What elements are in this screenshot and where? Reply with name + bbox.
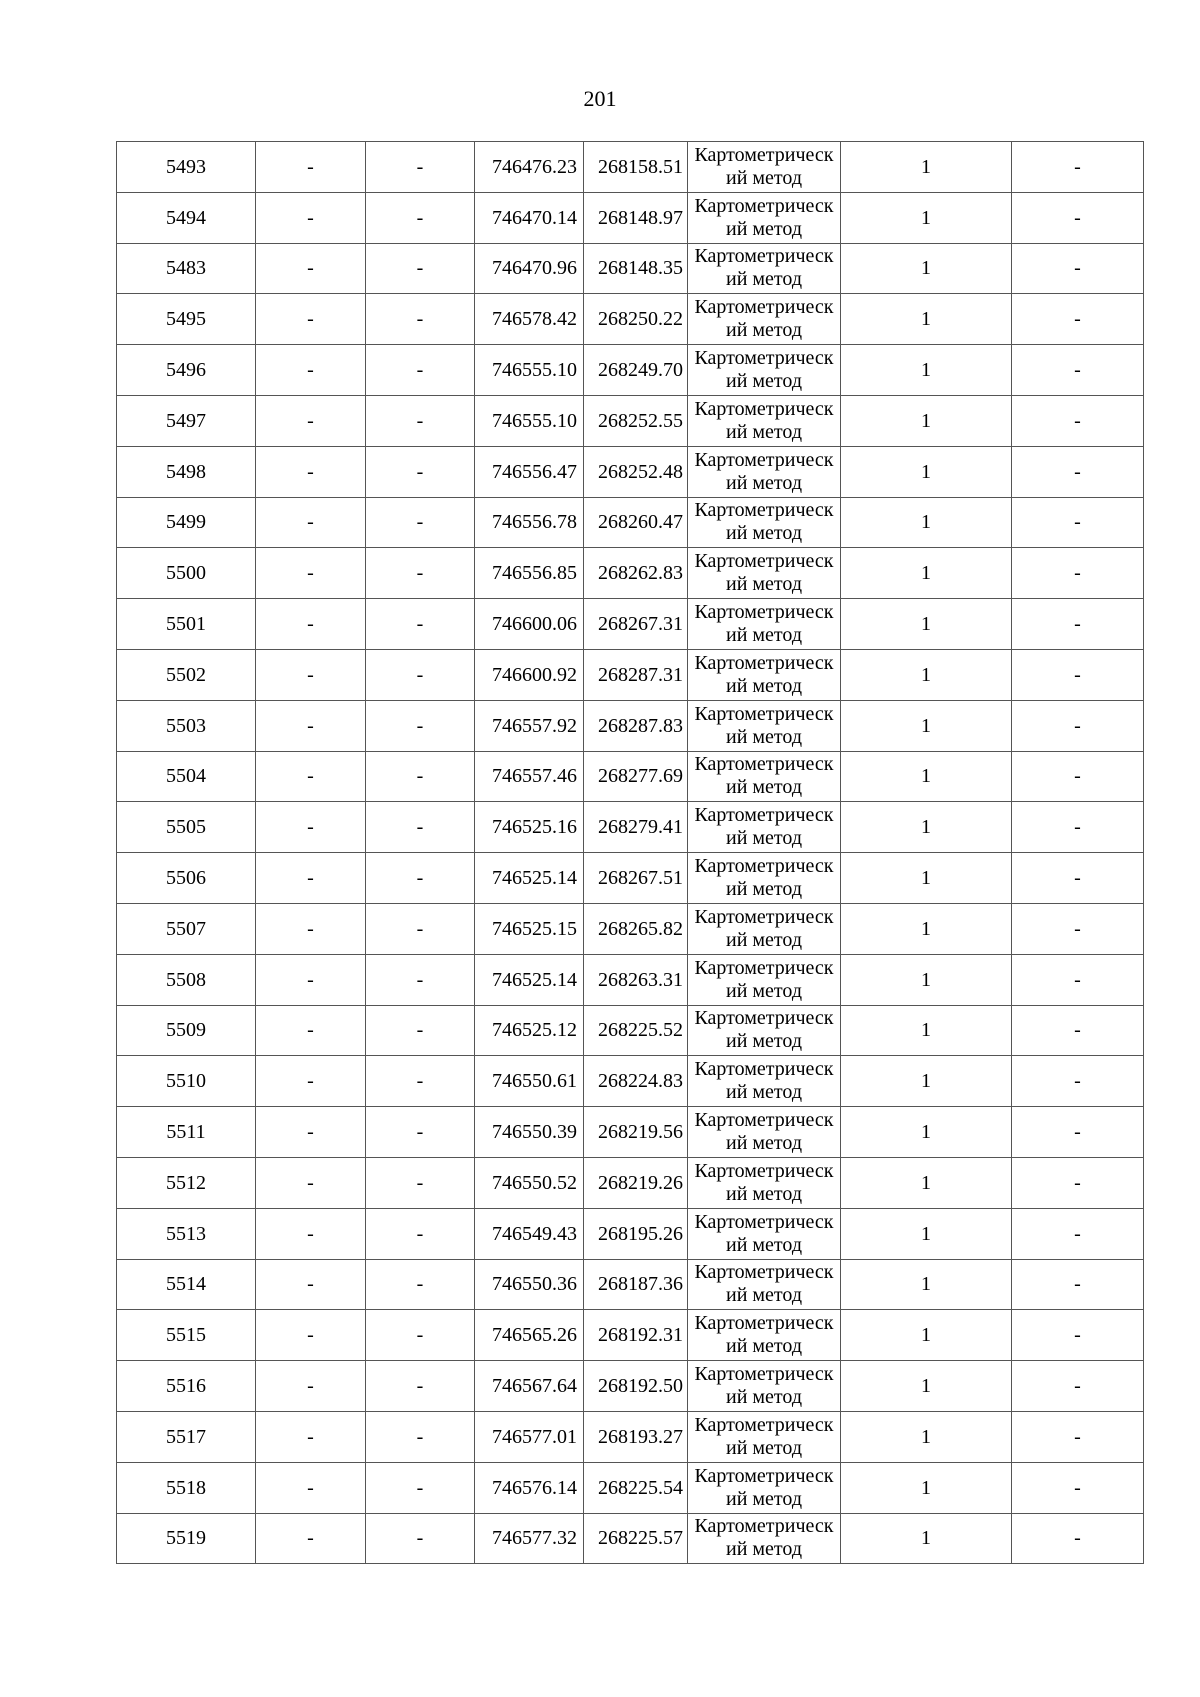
table-row: [117, 1157, 1144, 1208]
count-cell: 1: [841, 802, 1012, 853]
x-coordinate-cell: 746600.06: [475, 599, 584, 650]
column-3-cell: -: [366, 345, 475, 396]
table-row: [117, 1056, 1144, 1107]
table-row: [117, 1005, 1144, 1056]
column-2-cell: -: [256, 142, 366, 193]
column-3-cell: -: [366, 1513, 475, 1564]
count-cell: 1: [841, 446, 1012, 497]
y-coordinate-cell: 268267.31: [584, 599, 688, 650]
point-number-cell: 5498: [117, 446, 256, 497]
y-coordinate-cell: 268192.50: [584, 1361, 688, 1412]
x-coordinate-cell: 746550.36: [475, 1259, 584, 1310]
point-number-cell: 5499: [117, 497, 256, 548]
column-3-cell: -: [366, 1411, 475, 1462]
count-cell: 1: [841, 1361, 1012, 1412]
x-coordinate-cell: 746525.16: [475, 802, 584, 853]
column-3-cell: -: [366, 649, 475, 700]
column-8-cell: -: [1012, 903, 1144, 954]
y-coordinate-cell: 268287.31: [584, 649, 688, 700]
count-cell: 1: [841, 1005, 1012, 1056]
column-2-cell: -: [256, 1107, 366, 1158]
column-8-cell: -: [1012, 599, 1144, 650]
y-coordinate-cell: 268267.51: [584, 853, 688, 904]
method-cell: Картометрический метод: [688, 1310, 841, 1361]
point-number-cell: 5504: [117, 751, 256, 802]
table-row: [117, 700, 1144, 751]
column-2-cell: -: [256, 243, 366, 294]
column-8-cell: -: [1012, 1107, 1144, 1158]
count-cell: 1: [841, 1157, 1012, 1208]
point-number-cell: 5501: [117, 599, 256, 650]
column-3-cell: -: [366, 548, 475, 599]
column-8-cell: -: [1012, 497, 1144, 548]
point-number-cell: 5513: [117, 1208, 256, 1259]
point-number-cell: 5502: [117, 649, 256, 700]
method-cell: Картометрический метод: [688, 1107, 841, 1158]
y-coordinate-cell: 268252.55: [584, 395, 688, 446]
count-cell: 1: [841, 294, 1012, 345]
column-3-cell: -: [366, 802, 475, 853]
table-row: [117, 599, 1144, 650]
column-8-cell: -: [1012, 345, 1144, 396]
count-cell: 1: [841, 142, 1012, 193]
x-coordinate-cell: 746600.92: [475, 649, 584, 700]
x-coordinate-cell: 746577.32: [475, 1513, 584, 1564]
y-coordinate-cell: 268225.54: [584, 1462, 688, 1513]
table-row: [117, 1310, 1144, 1361]
column-8-cell: -: [1012, 649, 1144, 700]
column-2-cell: -: [256, 954, 366, 1005]
column-3-cell: -: [366, 294, 475, 345]
column-3-cell: -: [366, 243, 475, 294]
column-3-cell: -: [366, 1462, 475, 1513]
x-coordinate-cell: 746525.14: [475, 853, 584, 904]
column-3-cell: -: [366, 1107, 475, 1158]
column-2-cell: -: [256, 446, 366, 497]
table-row: [117, 142, 1144, 193]
point-number-cell: 5507: [117, 903, 256, 954]
table-body: [117, 142, 1144, 1564]
column-3-cell: -: [366, 1310, 475, 1361]
column-2-cell: -: [256, 700, 366, 751]
y-coordinate-cell: 268193.27: [584, 1411, 688, 1462]
count-cell: 1: [841, 395, 1012, 446]
x-coordinate-cell: 746525.12: [475, 1005, 584, 1056]
x-coordinate-cell: 746525.15: [475, 903, 584, 954]
column-2-cell: -: [256, 192, 366, 243]
count-cell: 1: [841, 1208, 1012, 1259]
y-coordinate-cell: 268252.48: [584, 446, 688, 497]
x-coordinate-cell: 746557.92: [475, 700, 584, 751]
count-cell: 1: [841, 345, 1012, 396]
point-number-cell: 5514: [117, 1259, 256, 1310]
column-2-cell: -: [256, 294, 366, 345]
column-3-cell: -: [366, 192, 475, 243]
count-cell: 1: [841, 548, 1012, 599]
column-8-cell: -: [1012, 192, 1144, 243]
x-coordinate-cell: 746556.85: [475, 548, 584, 599]
column-2-cell: -: [256, 599, 366, 650]
table-row: [117, 1361, 1144, 1412]
x-coordinate-cell: 746555.10: [475, 395, 584, 446]
point-number-cell: 5506: [117, 853, 256, 904]
column-8-cell: -: [1012, 294, 1144, 345]
count-cell: 1: [841, 649, 1012, 700]
column-8-cell: -: [1012, 1259, 1144, 1310]
table-row: [117, 1107, 1144, 1158]
y-coordinate-cell: 268250.22: [584, 294, 688, 345]
column-3-cell: -: [366, 700, 475, 751]
method-cell: Картометрический метод: [688, 903, 841, 954]
table-row: [117, 1462, 1144, 1513]
table-row: [117, 1411, 1144, 1462]
table-row: [117, 802, 1144, 853]
column-2-cell: -: [256, 802, 366, 853]
column-3-cell: -: [366, 395, 475, 446]
column-3-cell: -: [366, 751, 475, 802]
method-cell: Картометрический метод: [688, 1208, 841, 1259]
table-row: [117, 903, 1144, 954]
column-8-cell: -: [1012, 446, 1144, 497]
column-8-cell: -: [1012, 1157, 1144, 1208]
column-2-cell: -: [256, 1462, 366, 1513]
column-8-cell: -: [1012, 954, 1144, 1005]
count-cell: 1: [841, 903, 1012, 954]
column-8-cell: -: [1012, 1208, 1144, 1259]
count-cell: 1: [841, 599, 1012, 650]
method-cell: Картометрический метод: [688, 1157, 841, 1208]
point-number-cell: 5517: [117, 1411, 256, 1462]
point-number-cell: 5510: [117, 1056, 256, 1107]
method-cell: Картометрический метод: [688, 294, 841, 345]
x-coordinate-cell: 746550.52: [475, 1157, 584, 1208]
column-3-cell: -: [366, 497, 475, 548]
column-2-cell: -: [256, 345, 366, 396]
column-2-cell: -: [256, 1411, 366, 1462]
column-8-cell: -: [1012, 243, 1144, 294]
method-cell: Картометрический метод: [688, 802, 841, 853]
column-8-cell: -: [1012, 1005, 1144, 1056]
x-coordinate-cell: 746578.42: [475, 294, 584, 345]
method-cell: Картометрический метод: [688, 649, 841, 700]
column-8-cell: -: [1012, 1310, 1144, 1361]
x-coordinate-cell: 746476.23: [475, 142, 584, 193]
method-cell: Картометрический метод: [688, 700, 841, 751]
y-coordinate-cell: 268195.26: [584, 1208, 688, 1259]
count-cell: 1: [841, 1411, 1012, 1462]
point-number-cell: 5500: [117, 548, 256, 599]
method-cell: Картометрический метод: [688, 853, 841, 904]
column-2-cell: -: [256, 853, 366, 904]
point-number-cell: 5519: [117, 1513, 256, 1564]
x-coordinate-cell: 746577.01: [475, 1411, 584, 1462]
y-coordinate-cell: 268192.31: [584, 1310, 688, 1361]
column-3-cell: -: [366, 1361, 475, 1412]
method-cell: Картометрический метод: [688, 1513, 841, 1564]
point-number-cell: 5509: [117, 1005, 256, 1056]
point-number-cell: 5493: [117, 142, 256, 193]
table-row: [117, 345, 1144, 396]
column-3-cell: -: [366, 1056, 475, 1107]
table-row: [117, 853, 1144, 904]
table-row: [117, 1208, 1144, 1259]
column-2-cell: -: [256, 1005, 366, 1056]
point-number-cell: 5511: [117, 1107, 256, 1158]
count-cell: 1: [841, 1107, 1012, 1158]
method-cell: Картометрический метод: [688, 345, 841, 396]
y-coordinate-cell: 268262.83: [584, 548, 688, 599]
column-3-cell: -: [366, 1208, 475, 1259]
y-coordinate-cell: 268249.70: [584, 345, 688, 396]
column-3-cell: -: [366, 1157, 475, 1208]
column-8-cell: -: [1012, 142, 1144, 193]
method-cell: Картометрический метод: [688, 548, 841, 599]
method-cell: Картометрический метод: [688, 1361, 841, 1412]
x-coordinate-cell: 746470.96: [475, 243, 584, 294]
column-2-cell: -: [256, 1361, 366, 1412]
x-coordinate-cell: 746555.10: [475, 345, 584, 396]
table-row: [117, 649, 1144, 700]
y-coordinate-cell: 268260.47: [584, 497, 688, 548]
x-coordinate-cell: 746576.14: [475, 1462, 584, 1513]
count-cell: 1: [841, 497, 1012, 548]
table-row: [117, 192, 1144, 243]
point-number-cell: 5496: [117, 345, 256, 396]
y-coordinate-cell: 268225.57: [584, 1513, 688, 1564]
column-8-cell: -: [1012, 548, 1144, 599]
column-8-cell: -: [1012, 1411, 1144, 1462]
method-cell: Картометрический метод: [688, 751, 841, 802]
column-3-cell: -: [366, 853, 475, 904]
table-row: [117, 751, 1144, 802]
point-number-cell: 5494: [117, 192, 256, 243]
column-3-cell: -: [366, 142, 475, 193]
column-2-cell: -: [256, 395, 366, 446]
y-coordinate-cell: 268263.31: [584, 954, 688, 1005]
point-number-cell: 5508: [117, 954, 256, 1005]
column-8-cell: -: [1012, 1513, 1144, 1564]
y-coordinate-cell: 268265.82: [584, 903, 688, 954]
y-coordinate-cell: 268225.52: [584, 1005, 688, 1056]
x-coordinate-cell: 746556.47: [475, 446, 584, 497]
table-row: [117, 954, 1144, 1005]
table-row: [117, 497, 1144, 548]
column-8-cell: -: [1012, 802, 1144, 853]
point-number-cell: 5516: [117, 1361, 256, 1412]
y-coordinate-cell: 268187.36: [584, 1259, 688, 1310]
method-cell: Картометрический метод: [688, 599, 841, 650]
table-row: [117, 548, 1144, 599]
x-coordinate-cell: 746525.14: [475, 954, 584, 1005]
x-coordinate-cell: 746556.78: [475, 497, 584, 548]
y-coordinate-cell: 268277.69: [584, 751, 688, 802]
column-3-cell: -: [366, 954, 475, 1005]
point-number-cell: 5515: [117, 1310, 256, 1361]
count-cell: 1: [841, 192, 1012, 243]
column-3-cell: -: [366, 446, 475, 497]
table-row: [117, 446, 1144, 497]
column-3-cell: -: [366, 903, 475, 954]
column-2-cell: -: [256, 548, 366, 599]
y-coordinate-cell: 268219.26: [584, 1157, 688, 1208]
y-coordinate-cell: 268219.56: [584, 1107, 688, 1158]
column-2-cell: -: [256, 497, 366, 548]
table-row: [117, 243, 1144, 294]
column-2-cell: -: [256, 1208, 366, 1259]
method-cell: Картометрический метод: [688, 1411, 841, 1462]
method-cell: Картометрический метод: [688, 954, 841, 1005]
point-number-cell: 5483: [117, 243, 256, 294]
method-cell: Картометрический метод: [688, 1005, 841, 1056]
x-coordinate-cell: 746549.43: [475, 1208, 584, 1259]
y-coordinate-cell: 268279.41: [584, 802, 688, 853]
column-8-cell: -: [1012, 1056, 1144, 1107]
point-number-cell: 5518: [117, 1462, 256, 1513]
count-cell: 1: [841, 1462, 1012, 1513]
count-cell: 1: [841, 751, 1012, 802]
coordinates-table: [116, 141, 1144, 1564]
method-cell: Картометрический метод: [688, 1259, 841, 1310]
column-8-cell: -: [1012, 853, 1144, 904]
count-cell: 1: [841, 853, 1012, 904]
count-cell: 1: [841, 954, 1012, 1005]
y-coordinate-cell: 268287.83: [584, 700, 688, 751]
table-row: [117, 294, 1144, 345]
column-2-cell: -: [256, 1310, 366, 1361]
column-2-cell: -: [256, 1056, 366, 1107]
y-coordinate-cell: 268224.83: [584, 1056, 688, 1107]
column-2-cell: -: [256, 1259, 366, 1310]
point-number-cell: 5495: [117, 294, 256, 345]
page-number: 201: [583, 86, 617, 111]
method-cell: Картометрический метод: [688, 395, 841, 446]
column-8-cell: -: [1012, 751, 1144, 802]
x-coordinate-cell: 746567.64: [475, 1361, 584, 1412]
point-number-cell: 5512: [117, 1157, 256, 1208]
count-cell: 1: [841, 1513, 1012, 1564]
column-8-cell: -: [1012, 700, 1144, 751]
x-coordinate-cell: 746550.39: [475, 1107, 584, 1158]
column-3-cell: -: [366, 1259, 475, 1310]
table-row: [117, 395, 1144, 446]
column-3-cell: -: [366, 1005, 475, 1056]
column-2-cell: -: [256, 751, 366, 802]
method-cell: Картометрический метод: [688, 192, 841, 243]
point-number-cell: 5497: [117, 395, 256, 446]
column-2-cell: -: [256, 1513, 366, 1564]
column-8-cell: -: [1012, 395, 1144, 446]
count-cell: 1: [841, 1259, 1012, 1310]
method-cell: Картометрический метод: [688, 142, 841, 193]
x-coordinate-cell: 746557.46: [475, 751, 584, 802]
method-cell: Картометрический метод: [688, 1462, 841, 1513]
y-coordinate-cell: 268148.97: [584, 192, 688, 243]
x-coordinate-cell: 746550.61: [475, 1056, 584, 1107]
method-cell: Картометрический метод: [688, 446, 841, 497]
column-2-cell: -: [256, 649, 366, 700]
method-cell: Картометрический метод: [688, 243, 841, 294]
x-coordinate-cell: 746565.26: [475, 1310, 584, 1361]
y-coordinate-cell: 268148.35: [584, 243, 688, 294]
column-3-cell: -: [366, 599, 475, 650]
table-row: [117, 1259, 1144, 1310]
point-number-cell: 5505: [117, 802, 256, 853]
count-cell: 1: [841, 243, 1012, 294]
point-number-cell: 5503: [117, 700, 256, 751]
table-row: [117, 1513, 1144, 1564]
column-8-cell: -: [1012, 1462, 1144, 1513]
method-cell: Картометрический метод: [688, 1056, 841, 1107]
method-cell: Картометрический метод: [688, 497, 841, 548]
y-coordinate-cell: 268158.51: [584, 142, 688, 193]
count-cell: 1: [841, 1310, 1012, 1361]
column-2-cell: -: [256, 1157, 366, 1208]
count-cell: 1: [841, 1056, 1012, 1107]
column-8-cell: -: [1012, 1361, 1144, 1412]
count-cell: 1: [841, 700, 1012, 751]
x-coordinate-cell: 746470.14: [475, 192, 584, 243]
column-2-cell: -: [256, 903, 366, 954]
